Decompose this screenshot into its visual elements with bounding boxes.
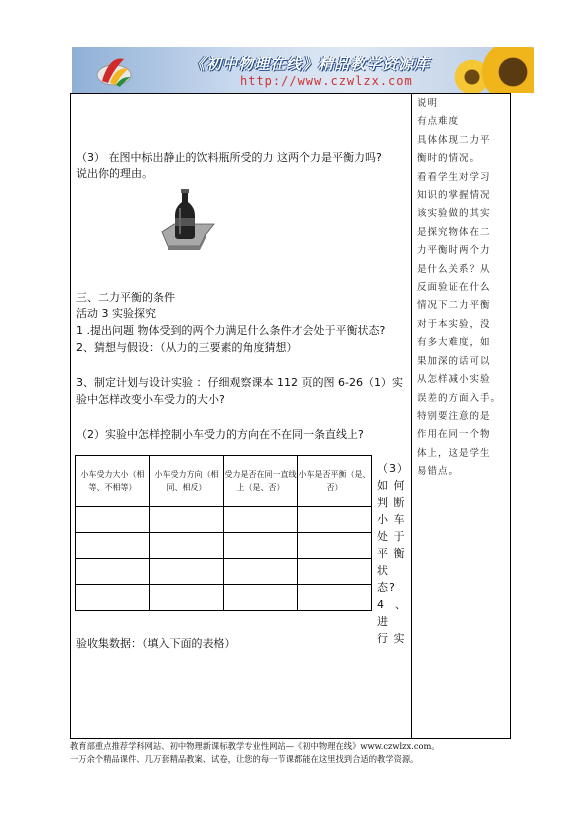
- table-cell[interactable]: [150, 559, 224, 585]
- right-column-line: 如 何: [377, 479, 406, 492]
- right-column-line: 处 于: [377, 530, 406, 543]
- note-line: 反面验证在什么: [417, 282, 491, 294]
- table-cell[interactable]: [298, 533, 372, 559]
- note-line: 具体体现二力平: [417, 134, 491, 146]
- column-divider: [411, 93, 412, 739]
- right-column-line: 平 衡: [377, 547, 406, 560]
- step-2: 2、猜想与假设：（从力的三要素的角度猜想）: [76, 341, 298, 354]
- table-cell[interactable]: [150, 533, 224, 559]
- table-cell[interactable]: [224, 559, 298, 585]
- table-cell[interactable]: [150, 507, 224, 533]
- header-banner: [72, 47, 534, 93]
- section-3-heading: 三、二力平衡的条件: [76, 291, 175, 304]
- table-cell[interactable]: [76, 559, 150, 585]
- right-column-text: [377, 460, 407, 647]
- right-column-line: 行 实: [377, 632, 406, 645]
- table-header-row: [76, 456, 372, 507]
- note-line: 情况下二力平衡: [417, 300, 491, 312]
- table-cell[interactable]: [224, 507, 298, 533]
- banner-title: 《初中物理在线》精品教学资源库: [190, 55, 431, 73]
- note-line: 看看学生对学习: [417, 171, 491, 183]
- data-table: [75, 455, 372, 611]
- question-3: （3） 在图中标出静止的饮料瓶所受的力 这两个力是平衡力吗?: [76, 151, 382, 164]
- data-collection-label: 验收集数据：（填入下面的表格）: [76, 637, 236, 650]
- note-line: 是什么关系？从: [417, 263, 491, 275]
- right-column-line: 4、进: [377, 598, 407, 628]
- note-line: 力平衡时两个力: [417, 245, 491, 257]
- teacher-notes: [417, 95, 507, 482]
- table-header: 小车是否平衡（是、否）: [298, 456, 372, 507]
- right-column-line: 态?: [377, 581, 396, 594]
- page-footer: [70, 740, 520, 766]
- table-cell[interactable]: [150, 585, 224, 611]
- right-column-line: （3）: [377, 462, 409, 475]
- right-column-line: 状: [377, 564, 389, 577]
- step-3-cont: 验中怎样改变小车受力的大小?: [76, 393, 225, 406]
- step-3: 3、制定计划与设计实验 ：仔细观察课本 112 页的图 6-26（1）实: [76, 376, 403, 389]
- table-row: [76, 507, 372, 533]
- table-row: [76, 533, 372, 559]
- note-line: 误差的方面入手。: [417, 392, 502, 404]
- sunflower-decoration: [478, 47, 534, 93]
- note-line: 特别要注意的是: [417, 410, 491, 422]
- note-line: 该实验做的其实: [417, 208, 491, 220]
- question-3-cont: 说出你的理由。: [76, 167, 153, 180]
- note-line: 作用在同一个物: [417, 429, 491, 441]
- table-cell[interactable]: [298, 507, 372, 533]
- note-line: 对于本实验，没: [417, 318, 491, 330]
- site-logo-icon: [94, 51, 134, 91]
- banner-url[interactable]: http://www.czwlzx.com: [240, 74, 413, 88]
- table-header: 小车受力大小（相等、不相等）: [76, 456, 150, 507]
- note-line: 体上，这是学生: [417, 447, 491, 459]
- note-line: 知识的掌握情况: [417, 190, 491, 202]
- table-header: 受力是否在同一直线上（是、否）: [224, 456, 298, 507]
- step-1: 1 .提出问题 物体受到的两个力满足什么条件才会处于平衡状态?: [76, 324, 386, 337]
- note-line: 说明: [417, 98, 439, 109]
- right-column-line: 判 断: [377, 496, 406, 509]
- step-3-part-2: （2）实验中怎样控制小车受力的方向在不在同一条直线上?: [76, 428, 364, 441]
- note-line: 衡时的情况。: [417, 153, 481, 165]
- note-line: 有点难度: [417, 116, 460, 128]
- table-cell[interactable]: [76, 585, 150, 611]
- footer-line-2: 一万余个精品课件、几万套精品教案、试卷，让您的每一节课都能在这里找到合适的教学资源。: [70, 754, 419, 764]
- table-header: 小车受力方向（相同、相反）: [150, 456, 224, 507]
- table-cell[interactable]: [76, 507, 150, 533]
- table-cell[interactable]: [298, 585, 372, 611]
- note-line: 果加深的话可以: [417, 355, 491, 367]
- table-row: [76, 559, 372, 585]
- table-cell[interactable]: [224, 585, 298, 611]
- table-cell[interactable]: [298, 559, 372, 585]
- bottle-image: [160, 188, 215, 250]
- note-line: 有多大难度，如: [417, 337, 491, 349]
- table-row: [76, 585, 372, 611]
- note-line: 从怎样减小实验: [417, 374, 491, 386]
- activity-3: 活动 3 实验探究: [76, 307, 156, 320]
- right-column-line: 小 车: [377, 513, 406, 526]
- table-cell[interactable]: [224, 533, 298, 559]
- table-cell[interactable]: [76, 533, 150, 559]
- footer-line-1: 教育部重点推荐学科网站、初中物理新课标教学专业性网站—《初中物理在线》www.czwlzx.com。: [70, 741, 440, 751]
- note-line: 是探究物体在二: [417, 226, 491, 238]
- note-line: 易错点。: [417, 466, 460, 478]
